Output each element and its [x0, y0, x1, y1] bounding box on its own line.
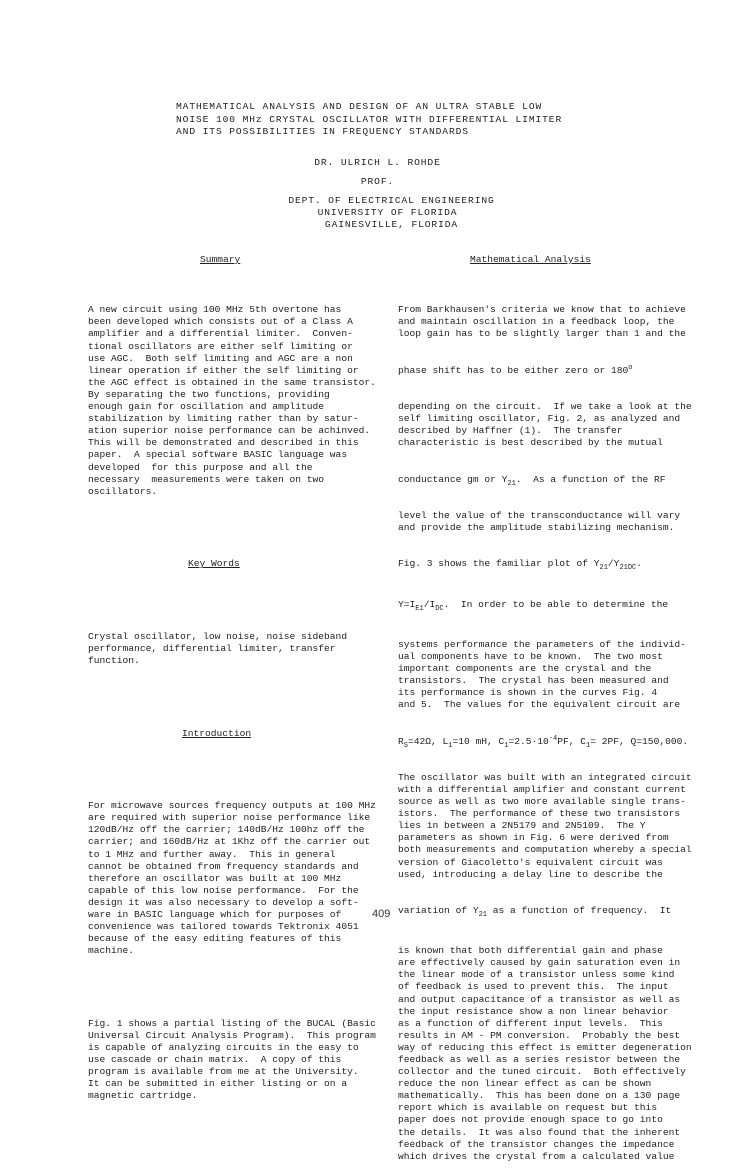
introduction-heading: Introduction [182, 727, 252, 739]
text-line: istors. The performance of these two transistors [398, 808, 681, 820]
left-column [88, 254, 376, 1115]
author-location: GAINESVILLE, FLORIDA [324, 219, 459, 230]
text-line: been developed which consists out of a Class A [88, 316, 353, 328]
text-line: and output capacitance of a transistor as well as [398, 993, 681, 1005]
introduction-para-1 [88, 800, 376, 957]
text-line: feedback as well as a series resistor between the [398, 1054, 681, 1065]
text-line: collector and the tuned circuit. Both effectively [398, 1066, 686, 1078]
text-line: Universal Circuit Analysis Program). This program [88, 1029, 376, 1041]
text-line: used, introducing a delay line to describe the [398, 868, 663, 880]
math-text-a [398, 304, 692, 340]
text-line: characteristic is best described by the mutual [398, 437, 663, 449]
text-line: For microwave sources frequency outputs at 100 MHz [88, 800, 376, 812]
title-line: NOISE 100 MHz CRYSTAL OSCILLATOR WITH DIFFERENTIAL LIMITER [176, 113, 563, 125]
author-title: PROF. [360, 176, 395, 187]
text-line: magnetic cartridge. [88, 1090, 198, 1102]
text-line: reduce the non linear effect as can be shown [398, 1078, 652, 1090]
text-line: which drives the crystal from a calculated value [398, 1150, 675, 1162]
y-formula-line: $Y=I_{E1}/I_{DC}$. In order to be able to determine the [398, 598, 669, 613]
text-line: 120dB/Hz off the carrier; 140dB/Hz 100hz off the [88, 824, 365, 836]
text-line: therefore an oscillator was built at 100 MHz [88, 872, 342, 884]
summary-text [88, 304, 376, 498]
text-line: the linear mode of a transistor unless some kind [398, 969, 675, 981]
text-line: both measurements and computation whereby a special [398, 844, 692, 856]
text-line: cannot be obtained from frequency standards and [88, 860, 359, 872]
text-line: report which is available on request but this [398, 1102, 658, 1114]
text-line: performance, differential limiter, transfer [88, 642, 336, 654]
math-text-b [398, 401, 692, 449]
text-line: linear operation if either the self limiting or [88, 364, 359, 376]
author-department: DEPT. OF ELECTRICAL ENGINEERING [288, 195, 495, 206]
text-line: Crystal oscillator, low noise, noise sideband [88, 630, 348, 642]
text-line: described by Haffner (1). The transfer [398, 425, 623, 437]
paper-title [176, 101, 562, 139]
text-line: oscillators. [88, 485, 158, 497]
text-line: level the value of the transconductance will vary [398, 509, 681, 521]
variation-line: variation of $Y_{21}$ as a function of frequency. It [398, 904, 672, 919]
text-line: as a function of different input levels. This [398, 1017, 663, 1029]
math-text-f [398, 945, 692, 1163]
text-line: The oscillator was built with an integrated circuit [398, 771, 692, 783]
text-line: way of reducing this effect is emitter degeneration [398, 1041, 692, 1053]
text-line: amplifier and a differential limiter. Conven- [88, 328, 353, 340]
text-line: systems performance the parameters of the individ- [398, 638, 686, 650]
text-line: By separating the two functions, providing [88, 388, 330, 400]
text-line: use cascade or chain matrix. A copy of this [88, 1054, 342, 1066]
text-line: the details. It was also found that the inherent [398, 1126, 681, 1138]
text-line: ware in BASIC language which for purposes of [88, 908, 342, 920]
text-line: necessary measurements were taken on two [88, 473, 325, 485]
text-line: and 5. The values for the equivalent circuit are [398, 699, 681, 711]
text-line: results in AM - PM conversion. Probably the best [398, 1029, 681, 1041]
fig3-line: Fig. 3 shows the familiar plot of $Y_{21}/Y_{21DC}$. [398, 558, 643, 573]
text-line: because of the easy editing features of this [88, 933, 342, 945]
text-line: transistors. The crystal has been measured and [398, 675, 669, 687]
text-line: A new circuit using 100 MHz 5th overtone has [88, 304, 342, 316]
introduction-para-2 [88, 1018, 376, 1103]
author-university: UNIVERSITY OF FLORIDA [317, 207, 458, 218]
text-line: stabilization by limiting rather than by satur- [88, 413, 359, 425]
keywords-text [88, 631, 376, 667]
text-line: paper. A special software BASIC language was [88, 449, 348, 461]
text-line: is capable of analyzing circuits in the easy to [88, 1042, 359, 1053]
title-line: AND ITS POSSIBILITIES IN FREQUENCY STANDARDS [176, 126, 469, 137]
page-number: 409 [372, 908, 391, 920]
text-line: mathematically. This has been done on a 130 page [398, 1090, 681, 1102]
summary-heading: Summary [200, 254, 241, 265]
keywords-heading: Key Words [188, 558, 240, 570]
text-line: are required with superior noise performance like [88, 812, 371, 824]
text-line: of feedback is used to prevent this. The input [398, 981, 669, 993]
text-line: the AGC effect is obtained in the same transistor. [88, 376, 376, 388]
crystal-values-line: $R_S=42\Omega$, $L_1=10$ mH, $C_1=2.5\cdot 10^{-4}PF$, $C_1= 2PF$, Q=150,000. [398, 734, 689, 750]
text-line: parameters as shown in Fig. 6 were derived from [398, 832, 669, 844]
text-line: convenience was tailored towards Tektronix 4051 [88, 921, 359, 933]
math-text-e [398, 772, 692, 881]
text-line: ation superior noise performance can be achinved. [88, 425, 371, 437]
text-line: ual components have to be known. The two most [398, 650, 663, 662]
text-line: It can be submitted in either listing or on a [88, 1078, 348, 1090]
phase-line: phase shift has to be either zero or 180$^o$ [398, 363, 633, 376]
text-line: paper does not provide enough space to go into [398, 1114, 663, 1126]
text-line: with a differential amplifier and constant current [398, 783, 686, 795]
text-line: source as well as two more available single trans- [398, 796, 686, 808]
text-line: version of Giacoletto's equivalent circuit was [398, 856, 663, 868]
text-line: lies in between a 2N5179 and 2N5109. The Y [398, 820, 646, 832]
math-text-d [398, 639, 692, 712]
text-line: This will be demonstrated and described in this [88, 437, 359, 449]
text-line: capable of this low noise performance. For the [88, 884, 359, 896]
text-line: feedback of the transistor changes the impedance [398, 1138, 675, 1150]
text-line: use AGC. Both self limiting and AGC are a non [88, 352, 353, 364]
text-line: is known that both differential gain and phase [398, 945, 663, 957]
text-line: design it was also necessary to develop a soft- [88, 896, 359, 908]
text-line: self limiting oscillator, Fig. 2, as analyzed and [398, 413, 681, 425]
text-line: Fig. 1 shows a partial listing of the BUCAL (Basic [88, 1017, 376, 1029]
text-line: loop gain has to be slightly larger than 1 and the [398, 328, 686, 340]
text-line: program is available from me at the University. [88, 1066, 359, 1078]
text-line: are effectively caused by gain saturation even in [398, 957, 681, 969]
right-column [398, 254, 692, 1175]
text-line: to 1 MHz and further away. This in general [88, 848, 336, 860]
text-line: and provide the amplitude stabilizing mechanism. [398, 521, 675, 533]
text-line: developed for this purpose and all the [88, 461, 313, 473]
math-analysis-heading: Mathematical Analysis [470, 254, 591, 265]
text-line: From Barkhausen's criteria we know that to achieve [398, 304, 686, 316]
text-line: enough gain for oscillation and amplitude [88, 401, 325, 413]
text-line: depending on the circuit. If we take a look at the [398, 401, 692, 413]
conductance-line: conductance gm or $Y_{21}$. As a function of the RF [398, 473, 666, 488]
text-line: its performance is shown in the curves Fig. 4 [398, 687, 658, 699]
text-line: carrier; and 160dB/Hz at 1Khz off the carrier out [88, 836, 371, 848]
text-line: important components are the crystal and the [398, 663, 652, 674]
text-line: tional oscillators are either self limiting or [88, 340, 353, 352]
text-line: machine. [88, 945, 135, 957]
author-name: DR. ULRICH L. ROHDE [314, 157, 441, 168]
math-text-c [398, 510, 692, 534]
text-line: the input resistance show a non linear behavior [398, 1005, 669, 1017]
title-line: MATHEMATICAL ANALYSIS AND DESIGN OF AN ULTRA STABLE LOW [176, 101, 543, 112]
text-line: function. [88, 655, 140, 666]
text-line: and maintain oscillation in a feedback loop, the [398, 316, 675, 328]
